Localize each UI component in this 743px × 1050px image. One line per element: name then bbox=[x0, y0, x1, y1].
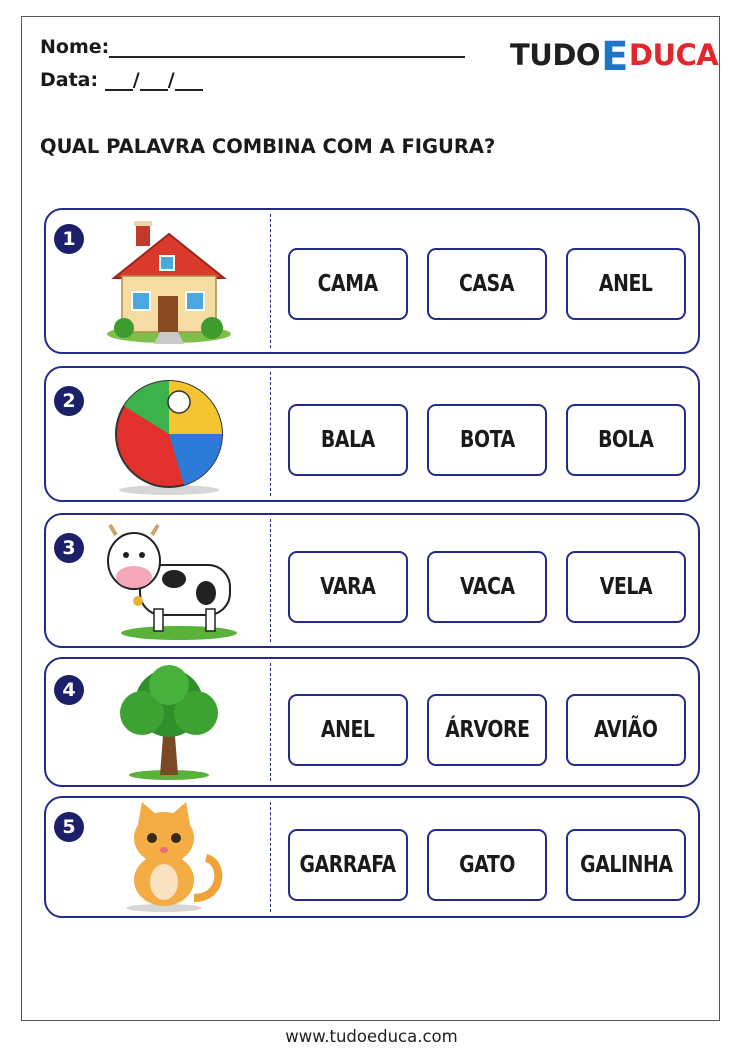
item-number-badge: 3 bbox=[54, 533, 84, 563]
option-button[interactable]: ANEL bbox=[566, 248, 686, 320]
item-row-1 bbox=[44, 208, 700, 354]
item-row-4 bbox=[44, 657, 700, 787]
tudoeduca-logo bbox=[510, 30, 718, 80]
ball-icon bbox=[94, 378, 244, 496]
item-number-badge: 1 bbox=[54, 224, 84, 254]
date-label: Data: bbox=[40, 69, 99, 91]
logo-text-duca: DUCA bbox=[628, 38, 719, 72]
item-number-badge: 4 bbox=[54, 675, 84, 705]
item-row-3 bbox=[44, 513, 700, 648]
option-button[interactable]: ÁRVORE bbox=[427, 694, 547, 766]
item-number-badge: 5 bbox=[54, 812, 84, 842]
row-divider bbox=[270, 214, 271, 348]
cow-icon bbox=[94, 519, 244, 643]
option-button[interactable]: GARRAFA bbox=[288, 829, 408, 901]
date-year-line[interactable] bbox=[175, 71, 203, 91]
row-divider bbox=[270, 519, 271, 642]
option-button[interactable]: ANEL bbox=[288, 694, 408, 766]
date-day-line[interactable] bbox=[105, 71, 133, 91]
question-title: QUAL PALAVRA COMBINA COM A FIGURA? bbox=[40, 135, 496, 158]
option-button[interactable]: CAMA bbox=[288, 248, 408, 320]
option-button[interactable]: BOLA bbox=[566, 404, 686, 476]
date-separator: / bbox=[132, 69, 140, 91]
row-divider bbox=[270, 663, 271, 781]
house-icon bbox=[94, 216, 244, 348]
cat-icon bbox=[94, 802, 244, 914]
item-row-5 bbox=[44, 796, 700, 918]
date-field bbox=[40, 69, 203, 91]
option-button[interactable]: CASA bbox=[427, 248, 547, 320]
option-button[interactable]: BALA bbox=[288, 404, 408, 476]
name-line[interactable] bbox=[109, 38, 465, 58]
date-separator: / bbox=[167, 69, 175, 91]
option-button[interactable]: VACA bbox=[427, 551, 547, 623]
option-button[interactable]: VELA bbox=[566, 551, 686, 623]
option-button[interactable]: AVIÃO bbox=[566, 694, 686, 766]
date-month-line[interactable] bbox=[140, 71, 168, 91]
row-divider bbox=[270, 802, 271, 912]
name-field bbox=[40, 36, 465, 58]
option-button[interactable]: BOTA bbox=[427, 404, 547, 476]
option-button[interactable]: VARA bbox=[288, 551, 408, 623]
item-number-badge: 2 bbox=[54, 386, 84, 416]
name-label: Nome: bbox=[40, 36, 110, 58]
item-row-2 bbox=[44, 366, 700, 502]
footer-url: www.tudoeduca.com bbox=[285, 1027, 458, 1046]
logo-text-e: E bbox=[601, 34, 628, 80]
option-button[interactable]: GALINHA bbox=[566, 829, 686, 901]
tree-icon bbox=[94, 663, 244, 783]
logo-text-tudo: TUDO bbox=[510, 38, 601, 72]
row-divider bbox=[270, 372, 271, 496]
option-button[interactable]: GATO bbox=[427, 829, 547, 901]
